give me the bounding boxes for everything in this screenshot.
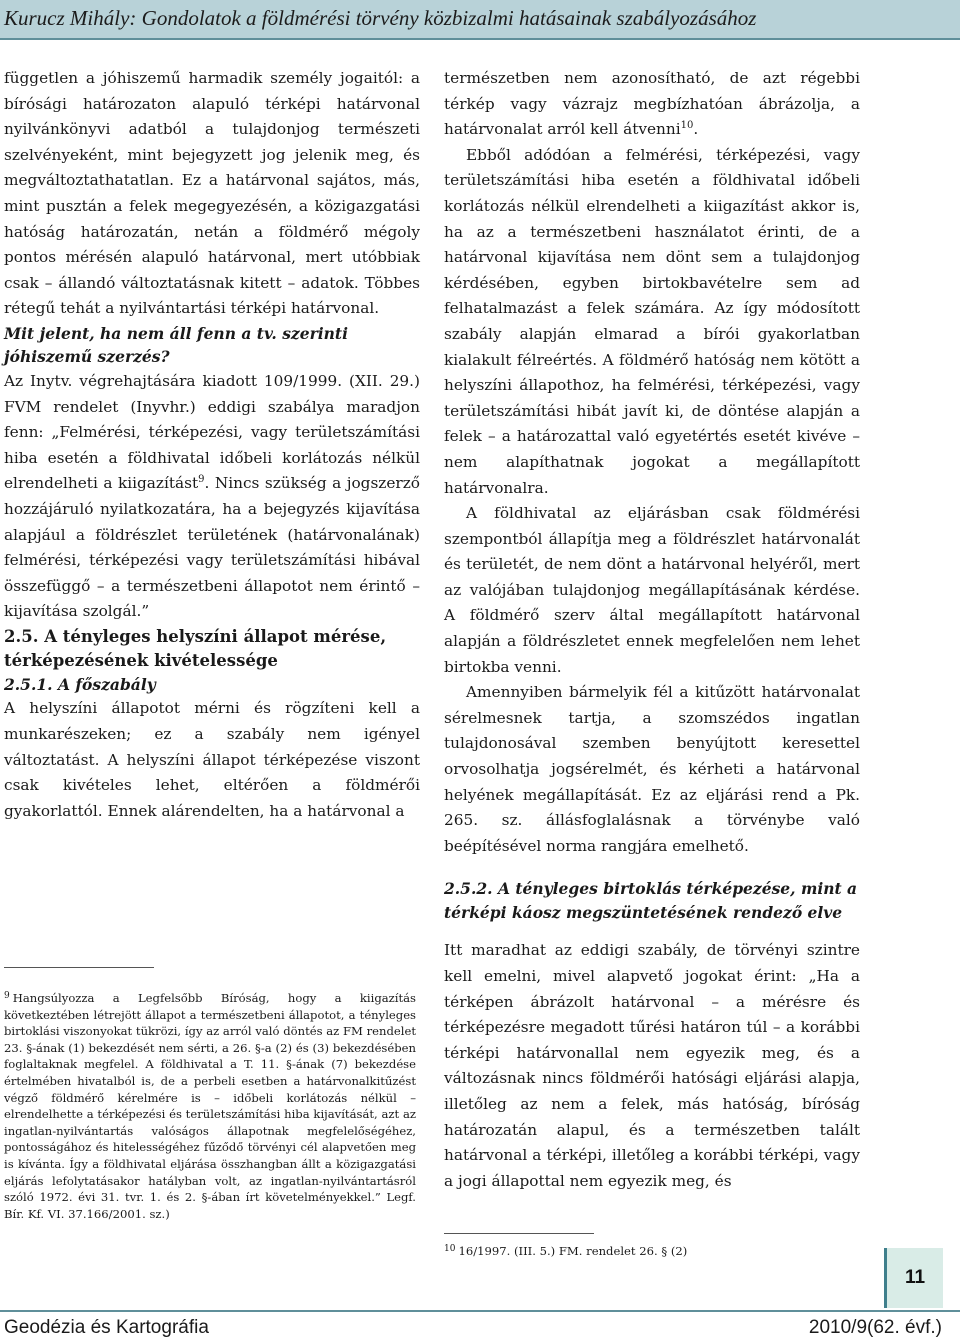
right-paragraph-5: Itt maradhat az eddigi szabály, de törvényi szintre kell emelni, mivel alapvető jogokat érint: „Ha a térképen ábrázolt határvonal – a mérésre és térképezésre megadott tűrési határon túl – a korábbi térképi határvonallal nem egyezik meg, és a változásnak nincs földmérői hatósági eljárási alapja, illetőleg az nem a felek, más hatóság, bíróság határozatán alapul, és a természetben talált határvonal a térképi, illetőleg a korábbi térképi, vagy a jogi állapottal nem egyezik meg, és xyxy=(444,941,860,1190)
subsection-heading-2-5-1: 2.5.1. A főszabály xyxy=(4,674,156,694)
header-rule xyxy=(0,38,960,40)
left-paragraph-3: A helyszíni állapotot mérni és rögzíteni kell a munkarészeken; ez a szabály nem igényel változtatást. A helyszíni állapot térképezése viszont csak kivételes lehet, eltérően a földmérői gyakorlattól. Ennek alárendelten, ha a határvonal a xyxy=(4,699,420,820)
right-paragraph-2: Ebből adódóan a felmérési, térképezési, vagy területszámítási hiba esetén a földhivatal időbeli korlátozás nélkül elrendelheti a kiigazítást akkor is, ha az a természetbeni használatot érinti, de a határvonal kijavítása nem dönt sem a tulajdonjog kérdésében, egyben birtokbavételre sem ad felhatalmazást a felek számára. Az így módosított szabály alapján elmarad a bírói gyakorlatban kialakult félreértés. A földmérő hatóság nem kötött a helyszíni állapothoz, ha felmérési, térképezési, vagy területszámítási hibát javít ki, de döntése alapján a felek – a határozattal való egyetértés esetét kivéve – nem alapíthatnak jogokat a megállapított határvonalra. xyxy=(444,145,860,497)
running-header: Kurucz Mihály: Gondolatok a földmérési törvény közbizalmi hatásainak szabályozásához xyxy=(0,0,960,38)
subsection-heading-2-5-2: 2.5.2. A tényleges birtoklás térképezése, mint a térképi káosz megszüntetésének rendező elve xyxy=(444,879,858,922)
question-subheading: Mit jelent, ha nem áll fenn a tv. szerinti jóhiszemű szerzés? xyxy=(4,323,348,367)
right-paragraph-1-part-a: természetben nem azonosítható, de azt régebbi térkép vagy vázrajz megbízhatóan ábrázolja, a határvonalat arról kell átvenni xyxy=(444,69,860,139)
footnote-9-number: 9 xyxy=(4,991,10,1001)
issue-info: 2010/9(62. évf.) xyxy=(808,1317,942,1338)
footnote-9 xyxy=(4,988,416,1222)
footnote-ref-9[interactable]: 9 xyxy=(198,474,205,486)
section-heading-2-5: 2.5. A tényleges helyszíni állapot mérése, térképezésének kivételessége xyxy=(4,626,387,670)
footnote-9-text: Hangsúlyozza a Legfelsőbb Bíróság, hogy a kiigazítás következtében létrejött állapot a természetbeni állapotot, a tényleges birtoklási viszonyokat tükrözi, így az arról való döntés az FM rendelet 23. §-ának (1) bekezdését nem sérti, a 26. §-a (2) és (3) bekezdésében foglaltaknak megfelel. A földhivatal a T. 11. §-ának (7) bekezdése értelmében hivatalból is, de a perbeli esetben a határvonalkitűzést végző földmérő kérelmére is – időbeli korlátozás nélkül – elrendelhette a térképezési és területszámítási hiba kijavítását, azt az ingatlan-nyilvántartás valóságos állapotnak megfelelőségéhez, pontosságához és hitelességéhez fűződő törvényi cél alapvetően meg is kívánta. Így a földhivatal eljárása összhangban állt a közigazgatási eljárás lefolytatásakor hatályban volt, az ingatlan-nyilvántartásról szóló 1972. évi 31. tvr. 1. és 2. §-ában írt követelményekkel.” Legf. Bír. Kf. VI. 37.166/2001. sz.) xyxy=(4,991,416,1221)
right-paragraph-1-part-b: . xyxy=(693,120,699,139)
right-paragraph-4: Amennyiben bármelyik fél a kitűzött határvonalat sérelmesnek tartja, a szomszédos ingatlan tulajdonosával szemben benyújtott keresettel orvosolhatja jogsérelmét, és kérheti a határvonal helyének megállapítását. Ez az eljárási rend a Pk. 265. sz. állásfoglalásnak a törvénybe való beépítésével norma rangjára emelhető. xyxy=(444,683,860,855)
footnote-10-number: 10 xyxy=(444,1244,456,1254)
journal-name: Geodézia és Kartográfia xyxy=(4,1317,209,1338)
page-number: 11 xyxy=(884,1248,943,1308)
left-paragraph-2-part-b: . Nincs szükség a jogszerző hozzájáruló nyilatkozatára, ha a bejegyzés kijavítása alapjául a földrészlet területének (határvonalának) felmérési, térképezési vagy területszámítási hibával összefüggő – a természetbeni állapotot nem érintő – kijavítása szolgál.” xyxy=(4,474,420,621)
left-paragraph-1: független a jóhiszemű harmadik személy jogaitól: a bírósági határozaton alapuló térképi határvonal nyilvánkönyvi adatból a tulajdonjog természeti szelvényeként, mint bejegyzett jog jelenik meg, és megváltoztathatatlan. Ez a határvonal sajátos, más, mint pusztán a felek megegyezésén, a közigazgatási hatóság határozatán, netán a földmérő mégoly pontos mérésén alapuló határvonal, mert utóbbiak csak – állandó változtatásnak kitett – adatok. Többes rétegű tehát a nyilvántartási térképi határvonal. xyxy=(4,69,420,318)
right-column xyxy=(444,66,860,1194)
left-column xyxy=(4,66,420,824)
footnote-10 xyxy=(444,1241,856,1260)
left-paragraph-2 xyxy=(4,369,420,625)
right-paragraph-1 xyxy=(444,66,860,143)
footnote-ref-10[interactable]: 10 xyxy=(680,120,694,132)
footnote-rule-right xyxy=(444,1233,594,1234)
left-paragraph-2-part-a: Az Inytv. végrehajtására kiadott 109/1999. (XII. 29.) FVM rendelet (Inyvhr.) eddigi szabálya maradjon fenn: „Felmérési, térképezési, vagy területszámítási hiba esetén a földhivatal időbeli korlátozás nélkül elrendelheti a kiigazítást xyxy=(4,371,420,493)
footer-rule xyxy=(0,1310,960,1312)
footnote-rule-left xyxy=(4,967,154,968)
footnote-10-text: 16/1997. (III. 5.) FM. rendelet 26. § (2) xyxy=(458,1244,688,1258)
right-paragraph-3: A földhivatal az eljárásban csak földmérési szempontból állapítja meg a földrészlet határvonalát és területét, de nem dönt a határvonal helyéről, mert az valójában tulajdonjog megállapításának kérdése. A földmérő szerv által megállapított határvonal alapján a földrészletet ennek megfelelően nem lehet birtokba venni. xyxy=(444,504,860,676)
